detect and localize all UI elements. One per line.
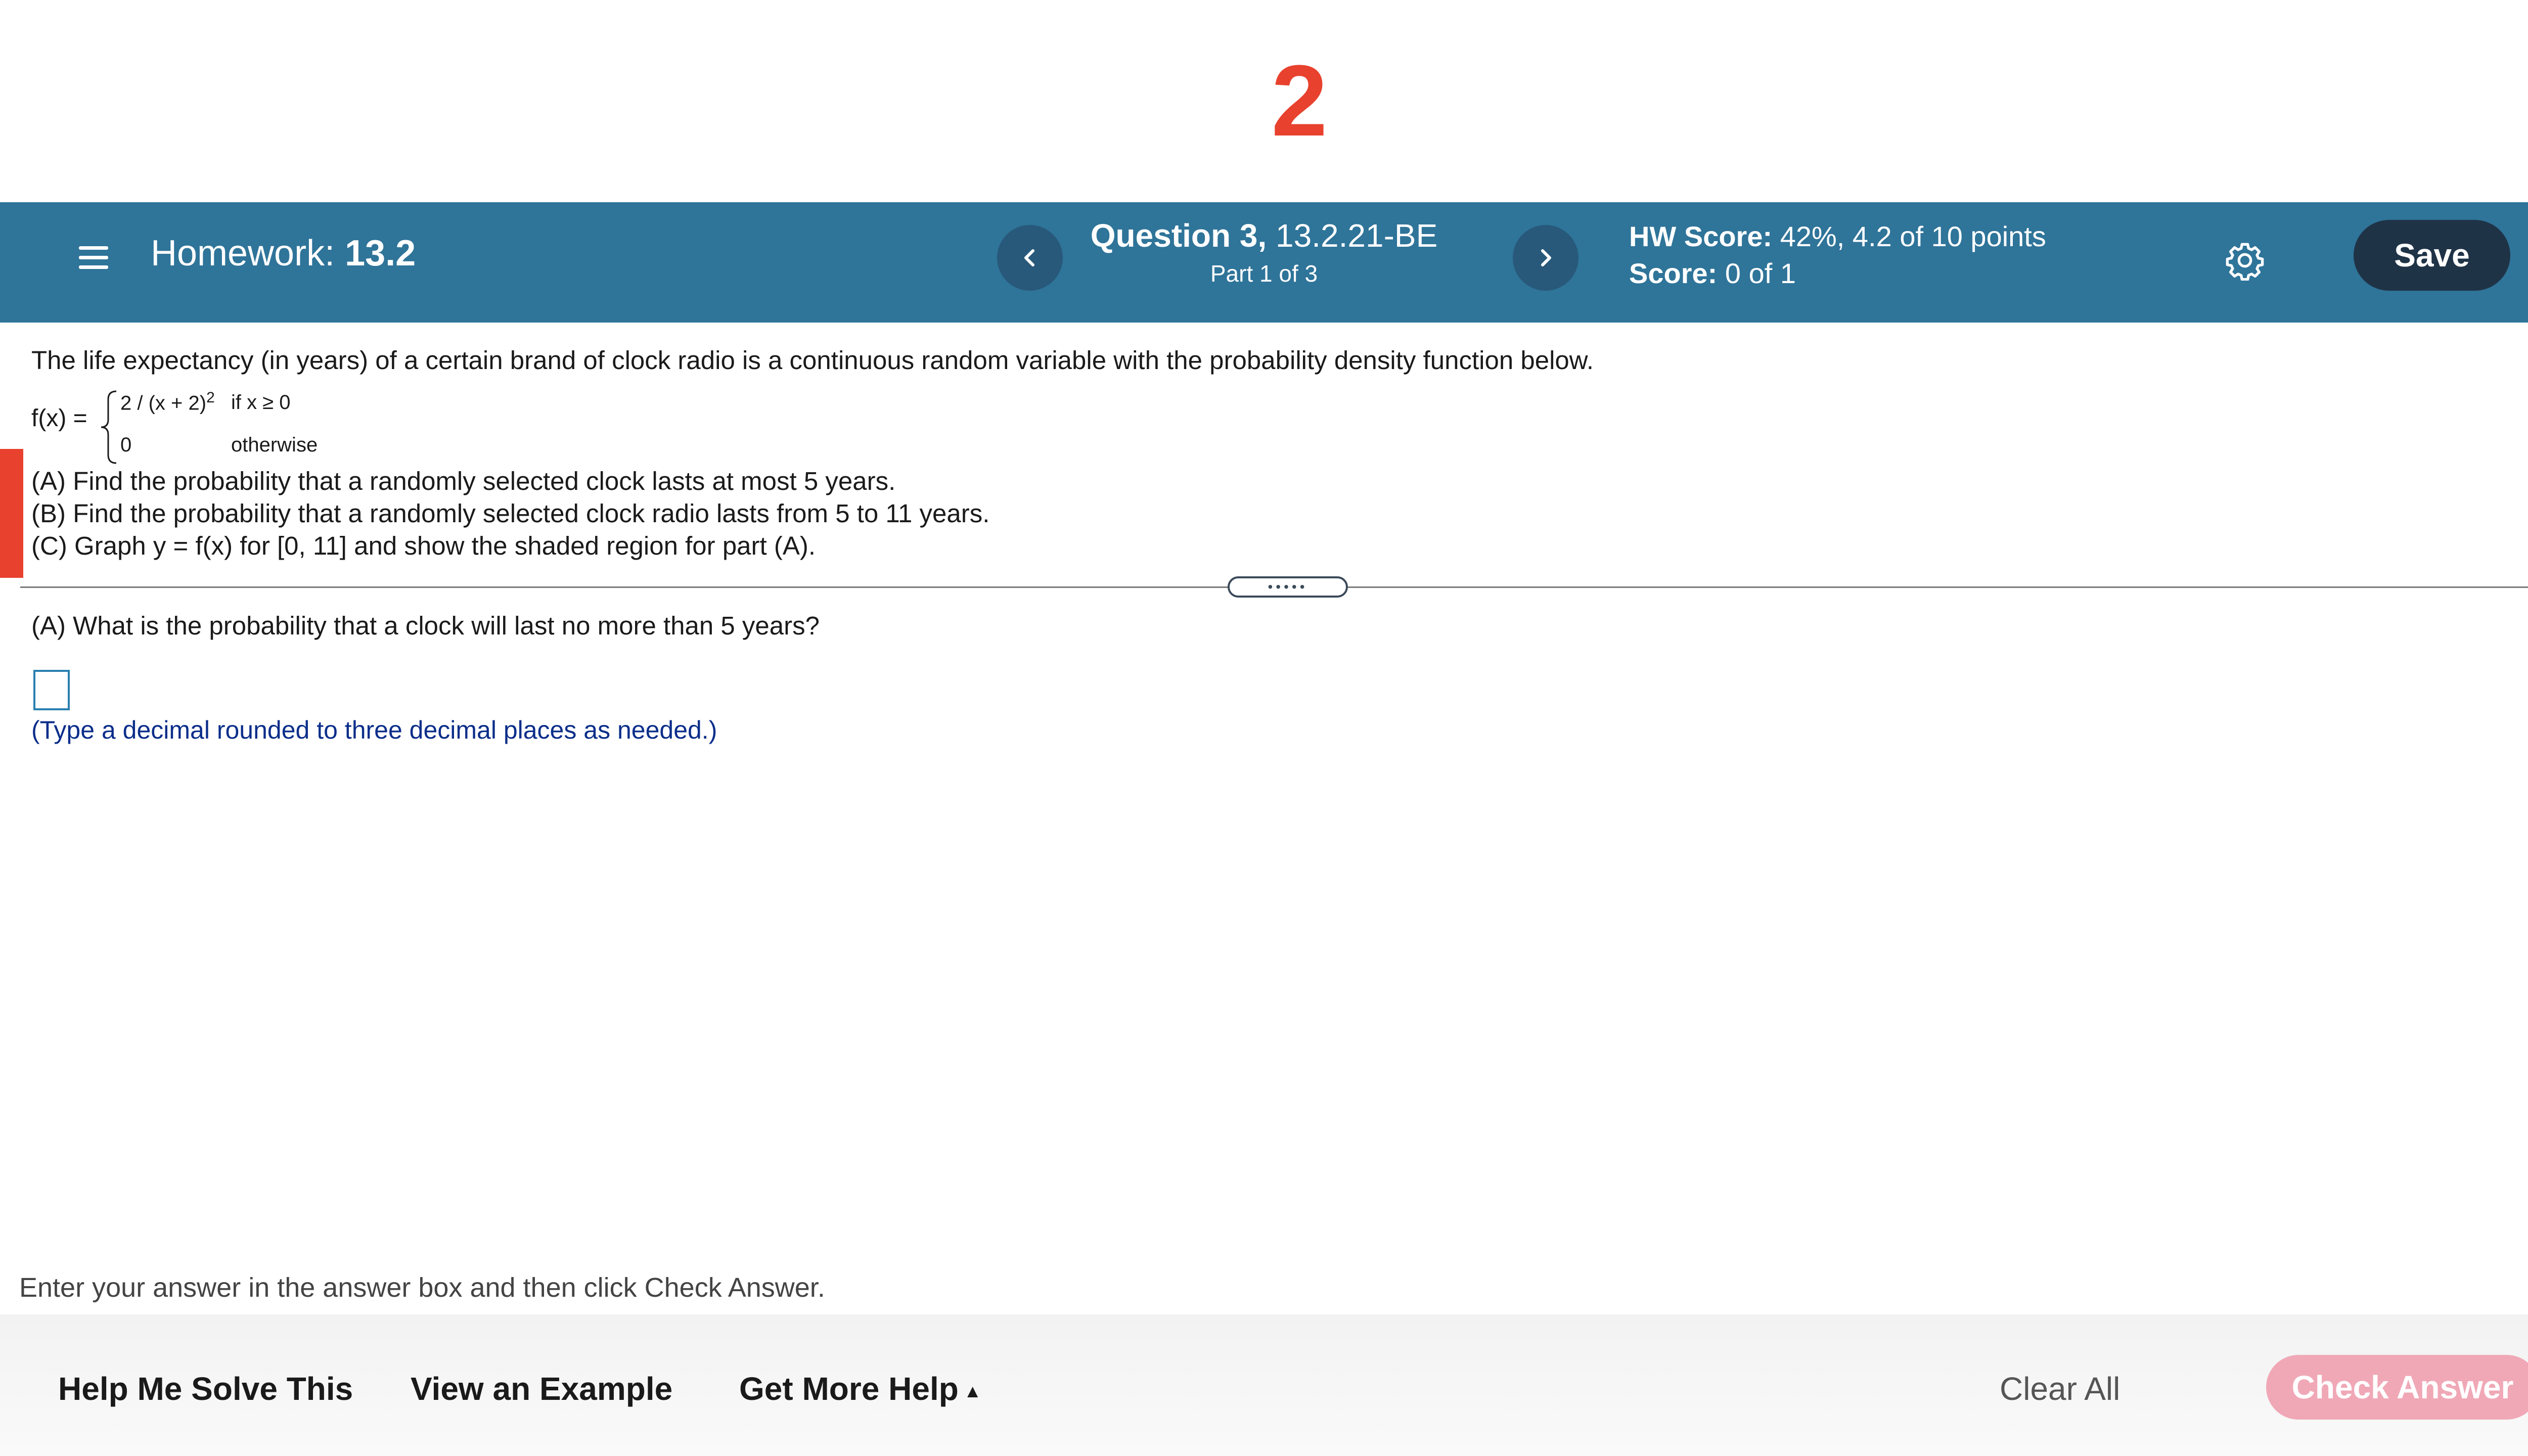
hamburger-menu-icon[interactable]	[76, 240, 111, 276]
problem-parts	[31, 465, 989, 562]
help-me-solve-button[interactable]: Help Me Solve This	[58, 1371, 353, 1407]
homework-label: Homework:	[151, 233, 335, 274]
next-question-button[interactable]	[1513, 225, 1578, 291]
chevron-right-icon	[1536, 248, 1556, 268]
score-label: Score:	[1629, 257, 1718, 289]
pdf-definition	[31, 389, 486, 465]
caret-up-icon: ▲	[963, 1381, 982, 1402]
hw-score-value: 42%, 4.2 of 10 points	[1780, 220, 2046, 252]
case-1-expression: $2 / (x + 2)^2$	[120, 389, 215, 415]
footer-toolbar	[0, 1314, 2528, 1456]
question-number-indicator: 2	[1271, 44, 1328, 157]
save-button[interactable]: Save	[2354, 220, 2510, 291]
hw-score-label: HW Score:	[1629, 220, 1773, 252]
part-b-text: (B) Find the probability that a randomly selected clock radio lasts from 5 to 11 years.	[31, 499, 990, 528]
check-answer-button[interactable]: Check Answer	[2266, 1355, 2528, 1420]
question-part: Part 1 of 3	[1210, 260, 1318, 287]
question-label: Question 3,	[1090, 217, 1267, 254]
homework-name: 13.2	[345, 233, 416, 274]
current-part-marker	[0, 449, 23, 578]
get-more-help-button[interactable]: Get More Help ▲	[739, 1371, 982, 1407]
answer-question: (A) What is the probability that a clock will last no more than 5 years?	[31, 611, 820, 640]
assignment-header	[0, 202, 2528, 323]
problem-intro: The life expectancy (in years) of a certain brand of clock radio is a continuous random variable with the probability density function below.	[31, 346, 1594, 375]
clear-all-button[interactable]: Clear All	[2000, 1371, 2120, 1407]
instruction-text: Enter your answer in the answer box and then click Check Answer.	[19, 1272, 825, 1303]
part-a-text: (A) Find the probability that a randomly selected clock lasts at most 5 years.	[31, 467, 896, 495]
question-info	[1062, 215, 1466, 287]
function-label: f(x) =	[31, 405, 87, 432]
question-code: 13.2.21-BE	[1276, 217, 1438, 254]
part-c-text: (C) Graph y = f(x) for [0, 11] and show the shaded region for part (A).	[31, 531, 816, 560]
homework-title	[151, 230, 416, 278]
view-example-button[interactable]: View an Example	[411, 1371, 673, 1407]
case-1-condition: if x ≥ 0	[231, 391, 291, 414]
score-value: 0 of 1	[1725, 257, 1796, 289]
previous-question-button[interactable]	[997, 225, 1063, 291]
answer-input[interactable]	[33, 670, 70, 710]
case-2-condition: otherwise	[231, 434, 318, 456]
settings-button[interactable]	[2220, 235, 2270, 286]
answer-hint: (Type a decimal rounded to three decimal places as needed.)	[31, 716, 717, 744]
divider-drag-handle[interactable]: •••••	[1228, 576, 1348, 598]
gear-icon	[2225, 240, 2265, 281]
case-1-exponent: 2	[206, 389, 215, 406]
case-2-expression: 0	[120, 434, 132, 456]
left-brace-icon	[96, 389, 121, 465]
chevron-left-icon	[1020, 248, 1040, 268]
score-info	[1629, 218, 2046, 292]
